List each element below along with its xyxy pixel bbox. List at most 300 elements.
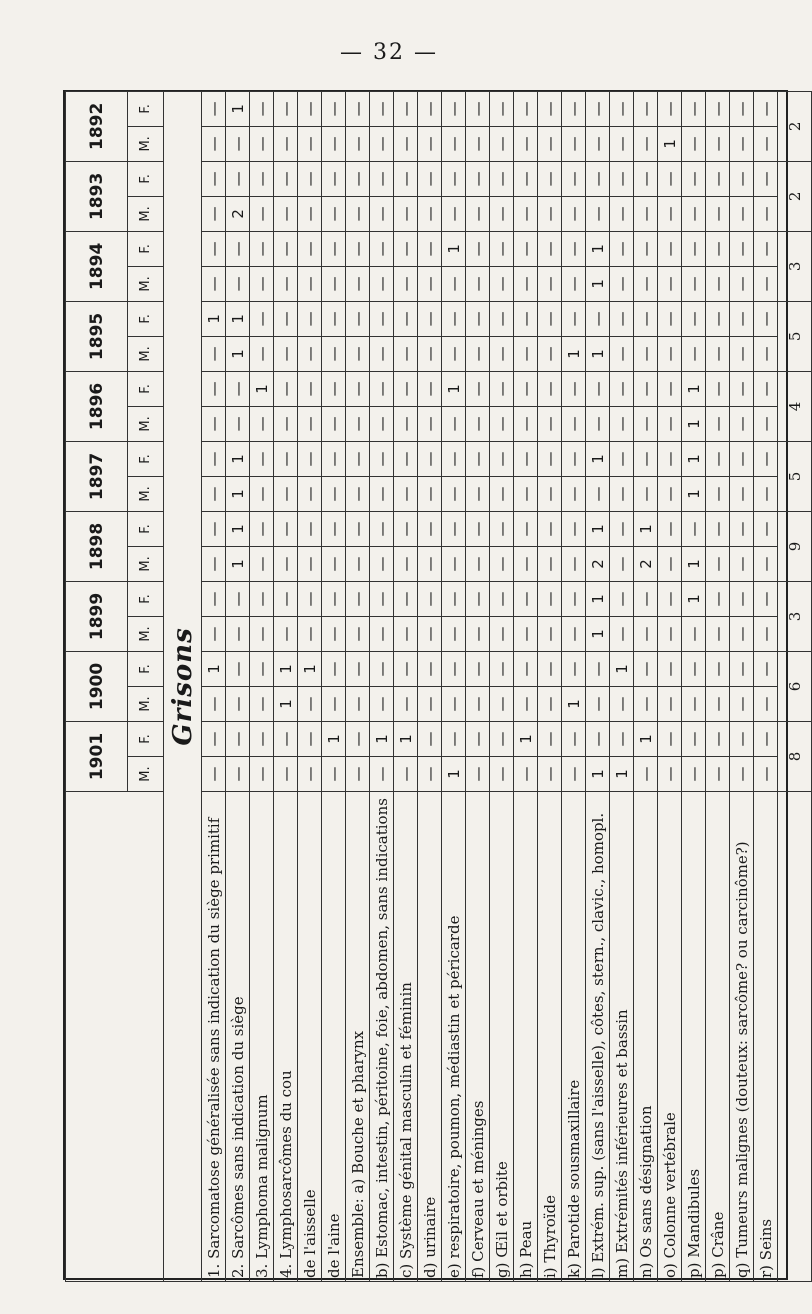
value-cell: — bbox=[226, 581, 250, 616]
value-cell: — bbox=[442, 546, 466, 581]
value-cell: — bbox=[442, 301, 466, 336]
value-cell: — bbox=[466, 196, 490, 231]
value-cell: — bbox=[730, 91, 754, 126]
value-cell: — bbox=[610, 406, 634, 441]
value-cell: — bbox=[346, 721, 370, 756]
value-cell: — bbox=[202, 616, 226, 651]
value-cell: — bbox=[610, 441, 634, 476]
value-cell: — bbox=[322, 161, 346, 196]
value-cell: — bbox=[706, 581, 730, 616]
value-cell: 1 bbox=[682, 441, 706, 476]
value-cell: — bbox=[538, 511, 562, 546]
value-cell: — bbox=[730, 757, 754, 792]
value-cell: — bbox=[538, 581, 562, 616]
value-cell: — bbox=[514, 371, 538, 406]
value-cell: — bbox=[634, 336, 658, 371]
value-cell: 1 bbox=[226, 476, 250, 511]
value-cell: — bbox=[418, 371, 442, 406]
value-cell: — bbox=[658, 441, 682, 476]
table-row bbox=[202, 91, 226, 1281]
value-cell: — bbox=[634, 196, 658, 231]
value-cell: — bbox=[322, 581, 346, 616]
value-cell: — bbox=[562, 721, 586, 756]
value-cell: — bbox=[514, 406, 538, 441]
value-cell: — bbox=[394, 336, 418, 371]
totals-row bbox=[778, 91, 812, 1281]
sex-header-female: F. bbox=[128, 721, 164, 756]
value-cell: — bbox=[226, 266, 250, 301]
value-cell: — bbox=[658, 651, 682, 686]
value-cell: — bbox=[250, 406, 274, 441]
value-cell: — bbox=[706, 266, 730, 301]
value-cell: 1 bbox=[634, 721, 658, 756]
value-cell: — bbox=[346, 231, 370, 266]
value-cell: — bbox=[658, 406, 682, 441]
value-cell: — bbox=[442, 161, 466, 196]
value-cell: — bbox=[682, 301, 706, 336]
value-cell: — bbox=[418, 686, 442, 721]
value-cell: — bbox=[466, 336, 490, 371]
value-cell: — bbox=[394, 511, 418, 546]
value-cell: — bbox=[586, 476, 610, 511]
value-cell: — bbox=[418, 91, 442, 126]
value-cell: — bbox=[538, 196, 562, 231]
value-cell: — bbox=[250, 686, 274, 721]
value-cell: — bbox=[538, 441, 562, 476]
value-cell: — bbox=[730, 476, 754, 511]
value-cell: — bbox=[730, 161, 754, 196]
value-cell: 1 bbox=[202, 651, 226, 686]
value-cell: — bbox=[298, 441, 322, 476]
value-cell: — bbox=[730, 196, 754, 231]
value-cell: — bbox=[394, 757, 418, 792]
value-cell: — bbox=[466, 406, 490, 441]
value-cell: — bbox=[562, 546, 586, 581]
value-cell: — bbox=[706, 476, 730, 511]
value-cell: — bbox=[706, 231, 730, 266]
year-total: 2 bbox=[778, 161, 812, 231]
value-cell: — bbox=[682, 721, 706, 756]
value-cell: 1 bbox=[202, 301, 226, 336]
value-cell: — bbox=[394, 651, 418, 686]
value-cell: — bbox=[682, 757, 706, 792]
value-cell: — bbox=[466, 721, 490, 756]
value-cell: — bbox=[562, 581, 586, 616]
value-cell: — bbox=[490, 581, 514, 616]
row-label: b) Estomac, intestin, péritoine, foie, abdomen, sans indications bbox=[370, 792, 394, 1282]
year-total: 3 bbox=[778, 581, 812, 651]
value-cell: — bbox=[370, 161, 394, 196]
value-cell: — bbox=[394, 371, 418, 406]
value-cell: — bbox=[370, 546, 394, 581]
year-total: 5 bbox=[778, 301, 812, 371]
year-total: 9 bbox=[778, 511, 812, 581]
value-cell: — bbox=[322, 196, 346, 231]
value-cell: — bbox=[370, 476, 394, 511]
value-cell: 1 bbox=[586, 266, 610, 301]
value-cell: — bbox=[418, 301, 442, 336]
value-cell: — bbox=[562, 91, 586, 126]
value-cell: — bbox=[514, 231, 538, 266]
value-cell: — bbox=[370, 126, 394, 161]
value-cell: 2 bbox=[226, 196, 250, 231]
value-cell: — bbox=[754, 371, 778, 406]
value-cell: — bbox=[562, 301, 586, 336]
value-cell: — bbox=[322, 686, 346, 721]
value-cell: — bbox=[202, 91, 226, 126]
value-cell: — bbox=[730, 581, 754, 616]
table-row bbox=[370, 91, 394, 1281]
value-cell: — bbox=[322, 511, 346, 546]
value-cell: — bbox=[394, 91, 418, 126]
value-cell: — bbox=[538, 266, 562, 301]
value-cell: — bbox=[490, 721, 514, 756]
value-cell: — bbox=[490, 266, 514, 301]
page-number: — 32 — bbox=[340, 40, 438, 65]
value-cell: — bbox=[298, 336, 322, 371]
value-cell: — bbox=[346, 336, 370, 371]
value-cell: — bbox=[322, 757, 346, 792]
value-cell: — bbox=[514, 616, 538, 651]
value-cell: 1 bbox=[586, 511, 610, 546]
sex-header-male: M. bbox=[128, 757, 164, 792]
value-cell: — bbox=[730, 441, 754, 476]
year-total: 5 bbox=[778, 441, 812, 511]
table-row bbox=[442, 91, 466, 1281]
value-cell: — bbox=[298, 301, 322, 336]
value-cell: — bbox=[490, 441, 514, 476]
value-cell: — bbox=[658, 546, 682, 581]
table-row bbox=[250, 91, 274, 1281]
value-cell: — bbox=[562, 126, 586, 161]
value-cell: — bbox=[754, 616, 778, 651]
value-cell: — bbox=[730, 301, 754, 336]
value-cell: — bbox=[370, 266, 394, 301]
value-cell: — bbox=[418, 336, 442, 371]
value-cell: — bbox=[754, 231, 778, 266]
value-cell: — bbox=[754, 476, 778, 511]
value-cell: — bbox=[562, 231, 586, 266]
value-cell: — bbox=[298, 266, 322, 301]
year-header-row bbox=[66, 91, 128, 1281]
value-cell: — bbox=[298, 371, 322, 406]
value-cell: 1 bbox=[226, 336, 250, 371]
value-cell: — bbox=[754, 161, 778, 196]
sex-header-female: F. bbox=[128, 91, 164, 126]
value-cell: — bbox=[706, 546, 730, 581]
value-cell: — bbox=[562, 651, 586, 686]
value-cell: 1 bbox=[586, 757, 610, 792]
value-cell: — bbox=[490, 757, 514, 792]
value-cell: — bbox=[466, 511, 490, 546]
value-cell: — bbox=[322, 91, 346, 126]
value-cell: — bbox=[202, 266, 226, 301]
value-cell: — bbox=[490, 546, 514, 581]
value-cell: — bbox=[250, 651, 274, 686]
value-cell: — bbox=[586, 651, 610, 686]
value-cell: — bbox=[538, 546, 562, 581]
value-cell: — bbox=[586, 686, 610, 721]
value-cell: — bbox=[514, 476, 538, 511]
value-cell: — bbox=[514, 196, 538, 231]
value-cell: — bbox=[730, 371, 754, 406]
value-cell: — bbox=[298, 616, 322, 651]
value-cell: — bbox=[658, 476, 682, 511]
value-cell: — bbox=[274, 231, 298, 266]
value-cell: — bbox=[442, 196, 466, 231]
value-cell: — bbox=[610, 231, 634, 266]
value-cell: — bbox=[754, 266, 778, 301]
value-cell: — bbox=[346, 91, 370, 126]
value-cell: — bbox=[202, 161, 226, 196]
value-cell: — bbox=[370, 511, 394, 546]
value-cell: — bbox=[538, 161, 562, 196]
value-cell: — bbox=[322, 546, 346, 581]
value-cell: — bbox=[370, 757, 394, 792]
value-cell: — bbox=[346, 406, 370, 441]
value-cell: — bbox=[490, 126, 514, 161]
table-row bbox=[418, 91, 442, 1281]
value-cell: — bbox=[490, 161, 514, 196]
value-cell: — bbox=[634, 757, 658, 792]
value-cell: — bbox=[658, 757, 682, 792]
value-cell: — bbox=[250, 581, 274, 616]
value-cell: — bbox=[394, 301, 418, 336]
value-cell: — bbox=[514, 511, 538, 546]
value-cell: — bbox=[442, 511, 466, 546]
value-cell: — bbox=[394, 196, 418, 231]
value-cell: — bbox=[442, 581, 466, 616]
value-cell: — bbox=[514, 651, 538, 686]
value-cell: — bbox=[562, 616, 586, 651]
row-label: o) Colonne vertébrale bbox=[658, 792, 682, 1282]
value-cell: — bbox=[658, 371, 682, 406]
value-cell: — bbox=[514, 301, 538, 336]
value-cell: — bbox=[418, 266, 442, 301]
value-cell: — bbox=[274, 301, 298, 336]
value-cell: — bbox=[730, 721, 754, 756]
value-cell: — bbox=[586, 721, 610, 756]
value-cell: 1 bbox=[514, 721, 538, 756]
value-cell: — bbox=[514, 336, 538, 371]
value-cell: 1 bbox=[658, 126, 682, 161]
value-cell: — bbox=[394, 231, 418, 266]
value-cell: — bbox=[466, 581, 490, 616]
value-cell: — bbox=[274, 511, 298, 546]
value-cell: — bbox=[394, 441, 418, 476]
value-cell: — bbox=[634, 301, 658, 336]
sex-header-male: M. bbox=[128, 126, 164, 161]
value-cell: — bbox=[298, 161, 322, 196]
value-cell: 1 bbox=[634, 511, 658, 546]
value-cell: — bbox=[610, 161, 634, 196]
value-cell: — bbox=[514, 91, 538, 126]
value-cell: — bbox=[466, 301, 490, 336]
year-total: 8 bbox=[778, 721, 812, 791]
value-cell: 1 bbox=[586, 231, 610, 266]
value-cell: — bbox=[418, 616, 442, 651]
year-total: 6 bbox=[778, 651, 812, 721]
value-cell: — bbox=[562, 476, 586, 511]
value-cell: — bbox=[514, 757, 538, 792]
value-cell: — bbox=[250, 91, 274, 126]
value-cell: — bbox=[514, 546, 538, 581]
value-cell: — bbox=[754, 196, 778, 231]
value-cell: — bbox=[322, 441, 346, 476]
value-cell: — bbox=[322, 371, 346, 406]
value-cell: 1 bbox=[370, 721, 394, 756]
value-cell: — bbox=[202, 686, 226, 721]
value-cell: — bbox=[754, 757, 778, 792]
value-cell: — bbox=[586, 371, 610, 406]
value-cell: — bbox=[418, 651, 442, 686]
value-cell: — bbox=[730, 546, 754, 581]
table-row bbox=[610, 91, 634, 1281]
row-label: p) Crâne bbox=[706, 792, 730, 1282]
value-cell: — bbox=[370, 301, 394, 336]
value-cell: — bbox=[658, 721, 682, 756]
value-cell: — bbox=[490, 686, 514, 721]
value-cell: — bbox=[562, 406, 586, 441]
value-cell: — bbox=[250, 196, 274, 231]
value-cell: — bbox=[250, 126, 274, 161]
value-cell: — bbox=[466, 441, 490, 476]
value-cell: — bbox=[226, 406, 250, 441]
value-cell: — bbox=[274, 441, 298, 476]
value-cell: 1 bbox=[562, 336, 586, 371]
value-cell: — bbox=[706, 651, 730, 686]
value-cell: — bbox=[682, 651, 706, 686]
value-cell: 1 bbox=[226, 546, 250, 581]
sex-header-male: M. bbox=[128, 266, 164, 301]
value-cell: — bbox=[226, 721, 250, 756]
value-cell: — bbox=[706, 301, 730, 336]
value-cell: — bbox=[250, 546, 274, 581]
value-cell: 1 bbox=[610, 757, 634, 792]
value-cell: — bbox=[706, 161, 730, 196]
value-cell: — bbox=[250, 301, 274, 336]
value-cell: — bbox=[706, 91, 730, 126]
value-cell: — bbox=[562, 196, 586, 231]
row-label: 3. Lymphoma malignum bbox=[250, 792, 274, 1282]
value-cell: — bbox=[754, 546, 778, 581]
value-cell: — bbox=[754, 581, 778, 616]
value-cell: — bbox=[658, 686, 682, 721]
value-cell: — bbox=[466, 757, 490, 792]
value-cell: — bbox=[730, 231, 754, 266]
value-cell: — bbox=[610, 581, 634, 616]
value-cell: — bbox=[706, 686, 730, 721]
value-cell: — bbox=[274, 196, 298, 231]
sarcoma-deaths-table bbox=[65, 91, 812, 1282]
year-header: 1900 bbox=[66, 651, 128, 721]
value-cell: — bbox=[394, 161, 418, 196]
sex-header-female: F. bbox=[128, 511, 164, 546]
value-cell: — bbox=[442, 476, 466, 511]
value-cell: — bbox=[586, 406, 610, 441]
value-cell: — bbox=[202, 336, 226, 371]
value-cell: — bbox=[370, 406, 394, 441]
year-header: 1895 bbox=[66, 301, 128, 371]
value-cell: — bbox=[370, 686, 394, 721]
value-cell: — bbox=[418, 721, 442, 756]
value-cell: — bbox=[322, 406, 346, 441]
value-cell: — bbox=[346, 757, 370, 792]
value-cell: 1 bbox=[610, 651, 634, 686]
value-cell: — bbox=[754, 91, 778, 126]
value-cell: 1 bbox=[586, 616, 610, 651]
value-cell: — bbox=[370, 651, 394, 686]
value-cell: — bbox=[346, 126, 370, 161]
value-cell: — bbox=[514, 126, 538, 161]
value-cell: — bbox=[250, 441, 274, 476]
value-cell: — bbox=[442, 266, 466, 301]
value-cell: — bbox=[418, 511, 442, 546]
value-cell: — bbox=[538, 651, 562, 686]
value-cell: — bbox=[682, 196, 706, 231]
year-total: 4 bbox=[778, 371, 812, 441]
value-cell: — bbox=[298, 91, 322, 126]
value-cell: — bbox=[466, 231, 490, 266]
sex-header-male: M. bbox=[128, 476, 164, 511]
row-label: m) Extrémités inférieures et bassin bbox=[610, 792, 634, 1282]
value-cell: — bbox=[418, 406, 442, 441]
value-cell: — bbox=[538, 476, 562, 511]
value-cell: — bbox=[298, 511, 322, 546]
value-cell: — bbox=[322, 301, 346, 336]
value-cell: — bbox=[202, 371, 226, 406]
sex-header-female: F. bbox=[128, 231, 164, 266]
value-cell: — bbox=[754, 686, 778, 721]
value-cell: — bbox=[226, 616, 250, 651]
value-cell: — bbox=[202, 476, 226, 511]
value-cell: 1 bbox=[250, 371, 274, 406]
value-cell: — bbox=[490, 651, 514, 686]
value-cell: — bbox=[658, 196, 682, 231]
value-cell: — bbox=[298, 721, 322, 756]
value-cell: — bbox=[754, 651, 778, 686]
value-cell: — bbox=[442, 721, 466, 756]
value-cell: — bbox=[610, 546, 634, 581]
row-label: h) Peau bbox=[514, 792, 538, 1282]
sex-header-female: F. bbox=[128, 651, 164, 686]
value-cell: 1 bbox=[682, 476, 706, 511]
value-cell: — bbox=[586, 161, 610, 196]
value-cell: — bbox=[394, 686, 418, 721]
row-label: Ensemble: a) Bouche et pharynx bbox=[346, 792, 370, 1282]
table-row bbox=[346, 91, 370, 1281]
statistics-table-frame bbox=[63, 90, 804, 1280]
value-cell: — bbox=[634, 91, 658, 126]
value-cell: — bbox=[274, 616, 298, 651]
value-cell: — bbox=[298, 757, 322, 792]
value-cell: — bbox=[226, 371, 250, 406]
year-header: 1898 bbox=[66, 511, 128, 581]
value-cell: — bbox=[274, 406, 298, 441]
value-cell: — bbox=[322, 651, 346, 686]
table-row bbox=[514, 91, 538, 1281]
value-cell: — bbox=[418, 161, 442, 196]
sex-header-male: M. bbox=[128, 546, 164, 581]
value-cell: — bbox=[634, 266, 658, 301]
value-cell: — bbox=[370, 91, 394, 126]
value-cell: — bbox=[538, 406, 562, 441]
value-cell: — bbox=[370, 336, 394, 371]
value-cell: — bbox=[682, 511, 706, 546]
value-cell: — bbox=[682, 266, 706, 301]
value-cell: — bbox=[274, 757, 298, 792]
value-cell: 1 bbox=[682, 546, 706, 581]
